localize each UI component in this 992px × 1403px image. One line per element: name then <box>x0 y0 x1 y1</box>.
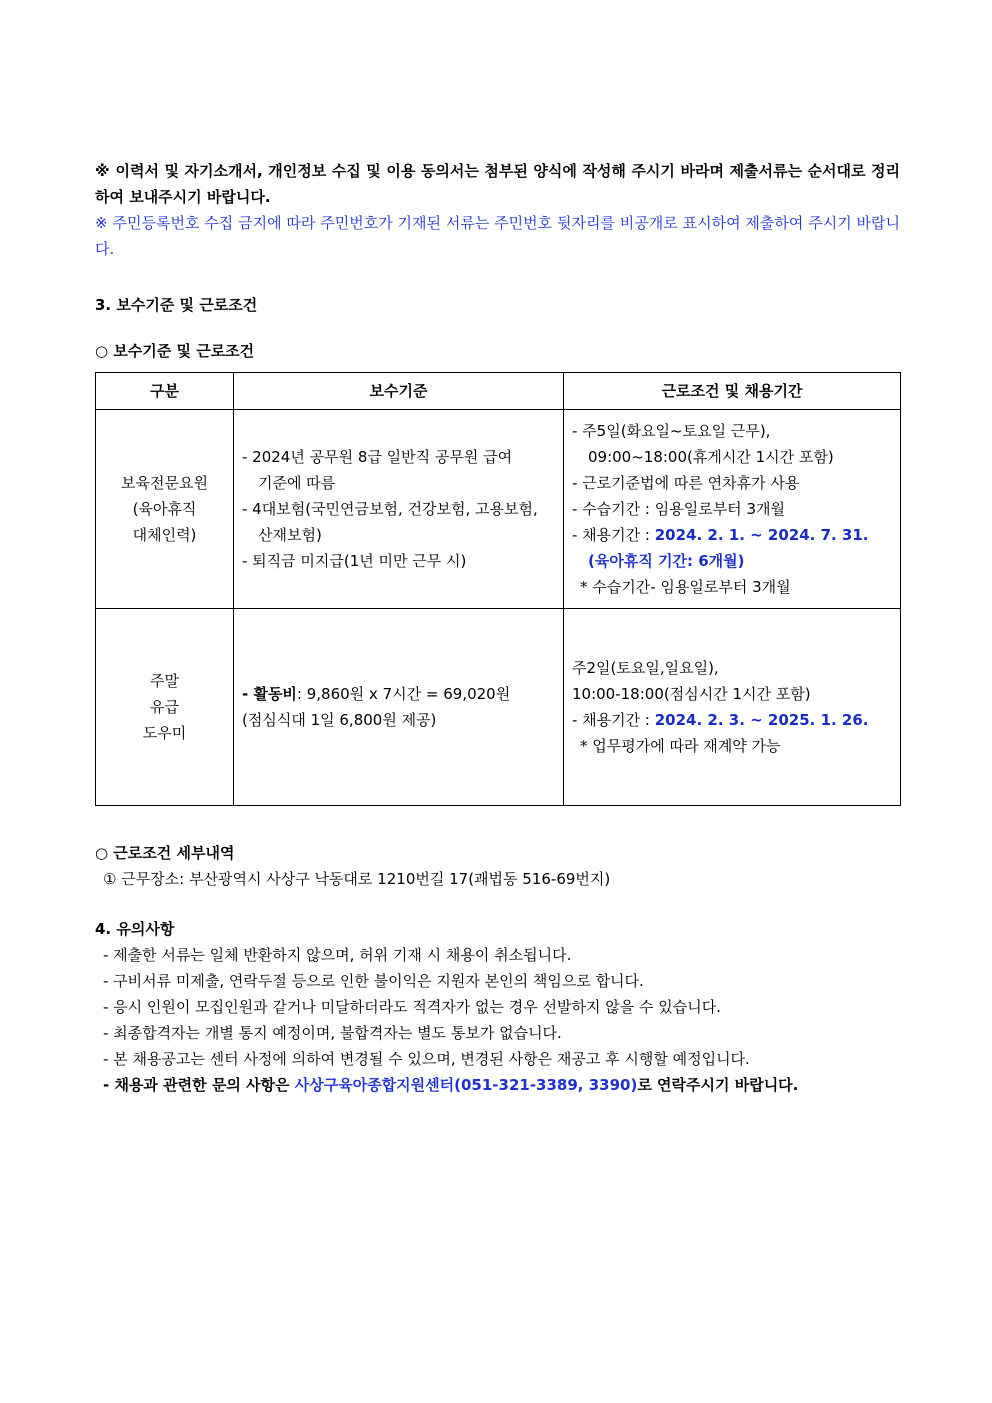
contact-line: - 채용과 관련한 문의 사항은 사상구육아종합지원센터(051-321-3389, 3390)로 연락주시기 바랍니다. <box>103 1076 799 1094</box>
table-row <box>96 609 901 806</box>
pay-conditions-subtitle: ○ 보수기준 및 근로조건 <box>95 342 255 360</box>
section-3-title: 3. 보수기준 및 근로조건 <box>95 296 258 314</box>
pay-conditions-table <box>95 372 901 806</box>
section-4-title: 4. 유의사항 <box>95 920 175 938</box>
list-item: - 본 채용공고는 센터 사정에 의하여 변경될 수 있으며, 변경된 사항은 재공고 후 시행할 예정입니다. <box>103 1050 750 1068</box>
document-page <box>95 158 900 1098</box>
row2-conditions: 주2일(토요일,일요일), 10:00-18:00(점심시간 1시간 포함) - 채용기간 : 2024. 2. 3. ~ 2025. 1. 26. * 업무평가에 따라 재계약 가능 <box>564 609 901 806</box>
row1-pay: - 2024년 공무원 8급 일반직 공무원 급여 기준에 따름 - 4대보험(국민연금보험, 건강보험, 고용보험, 산재보험) - 퇴직금 미지급(1년 미만 근무 시) <box>234 410 564 609</box>
row1-conditions: - 주5일(화요일~토요일 근무), 09:00~18:00(휴게시간 1시간 포함) - 근로기준법에 따른 연차휴가 사용 - 수습기간 : 임용일로부터 3개월 - 채용기간 : 2024. 2. 1. ~ 2024. 7. 31. (육아휴직 기간: 6개월) * 수습기간- 임용일로부터 3개월 <box>564 410 901 609</box>
row2-hire-period: 2024. 2. 3. ~ 2025. 1. 26. <box>654 711 869 729</box>
table-row <box>96 410 901 609</box>
row2-category: 주말 유급 도우미 <box>96 609 234 806</box>
list-item: - 최종합격자는 개별 통지 예정이며, 불합격자는 별도 통보가 없습니다. <box>103 1024 562 1042</box>
note-resident-number: ※ 주민등록번호 수집 금지에 따라 주민번호가 기재된 서류는 주민번호 뒷자리를 비공개로 표시하여 제출하여 주시기 바랍니다. <box>95 214 900 258</box>
notice-list <box>95 942 900 1098</box>
list-item: - 구비서류 미제출, 연락두절 등으로 인한 불이익은 지원자 본인의 책임으로 합니다. <box>103 972 644 990</box>
contact-org: 사상구육아종합지원센터(051-321-3389, 3390) <box>294 1076 638 1094</box>
row1-category: 보육전문요원 (육아휴직 대체인력) <box>96 410 234 609</box>
row1-hire-period: 2024. 2. 1. ~ 2024. 7. 31. <box>654 526 869 544</box>
note-documents: ※ 이력서 및 자기소개서, 개인정보 수집 및 이용 동의서는 첨부된 양식에 작성해 주시기 바라며 제출서류는 순서대로 정리하여 보내주시기 바랍니다. <box>95 162 900 206</box>
row1-leave-period: (육아휴직 기간: 6개월) <box>588 552 745 570</box>
row2-pay: - 활동비: 9,860원 x 7시간 = 69,020원 (점심식대 1일 6,800원 제공) <box>234 609 564 806</box>
header-conditions: 근로조건 및 채용기간 <box>564 373 901 410</box>
header-pay: 보수기준 <box>234 373 564 410</box>
details-title: ○ 근로조건 세부내역 <box>95 844 235 862</box>
work-location: ① 근무장소: 부산광역시 사상구 낙동대로 1210번길 17(괘법동 516-69번지) <box>103 870 611 888</box>
header-category: 구분 <box>96 373 234 410</box>
list-item: - 응시 인원이 모집인원과 같거나 미달하더라도 적격자가 없는 경우 선발하지 않을 수 있습니다. <box>103 998 722 1016</box>
list-item: - 제출한 서류는 일체 반환하지 않으며, 허위 기재 시 채용이 취소됩니다. <box>103 946 572 964</box>
